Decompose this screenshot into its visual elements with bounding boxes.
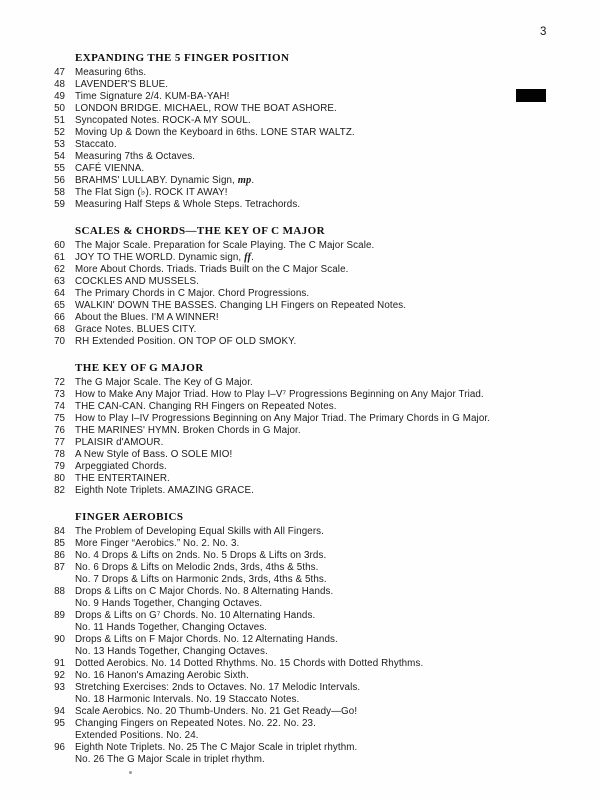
toc-row: [40, 538, 588, 550]
toc-page-ref: 65: [54, 300, 65, 311]
toc-page-ref: 66: [54, 312, 65, 323]
toc-entry-text: More About Chords. Triads. Triads Built on the C Major Scale.: [75, 264, 349, 275]
toc-row: [40, 550, 588, 562]
toc-row: [40, 389, 588, 401]
toc-row: [40, 401, 588, 413]
toc-entry-text: No. 4 Drops & Lifts on 2nds. No. 5 Drops & Lifts on 3rds.: [75, 550, 327, 561]
toc-page-ref: 80: [54, 473, 65, 484]
toc-entry-text: The Problem of Developing Equal Skills with All Fingers.: [75, 526, 325, 537]
toc-page-ref: 56: [54, 175, 65, 186]
toc-entry-text: Changing Fingers on Repeated Notes. No. 22. No. 23.: [75, 718, 316, 729]
toc-entry-text: Drops & Lifts on C Major Chords. No. 8 Alternating Hands.: [75, 586, 334, 597]
toc-page-ref: 74: [54, 401, 65, 412]
toc-entry-text: CAFÉ VIENNA.: [75, 163, 145, 174]
toc-row: [40, 336, 588, 348]
toc-page-ref: 48: [54, 79, 65, 90]
toc-row: [40, 312, 588, 324]
toc-row: [40, 670, 588, 682]
toc-page-ref: 47: [54, 67, 65, 78]
toc-row: [40, 252, 588, 264]
toc-entry-text: WALKIN' DOWN THE BASSES. Changing LH Fingers on Repeated Notes.: [75, 300, 407, 311]
toc-entry-text: THE ENTERTAINER.: [75, 473, 170, 484]
toc-row: [40, 413, 588, 425]
toc-entry-text: No. 7 Drops & Lifts on Harmonic 2nds, 3rds, 4ths & 5ths.: [75, 574, 327, 585]
toc-entry-text: No. 18 Harmonic Intervals. No. 19 Staccato Notes.: [75, 694, 300, 705]
toc-entry-text: Eighth Note Triplets. No. 25 The C Major Scale in triplet rhythm.: [75, 742, 358, 753]
toc-row: [40, 151, 588, 163]
toc-entry-text: No. 26 The G Major Scale in triplet rhythm.: [75, 754, 265, 765]
toc-page-ref: 54: [54, 151, 65, 162]
toc-row: [40, 187, 588, 199]
toc-entry-text: A New Style of Bass. O SOLE MIO!: [75, 449, 233, 460]
toc-entry-text: Measuring 7ths & Octaves.: [75, 151, 196, 162]
toc-row: [40, 622, 588, 634]
toc-row: [40, 658, 588, 670]
toc-row: [40, 288, 588, 300]
toc: [40, 52, 588, 766]
dynamic-sign: mp: [237, 175, 252, 186]
section-title: THE KEY OF G MAJOR: [75, 362, 204, 374]
toc-page-ref: 84: [54, 526, 65, 537]
toc-row: [40, 718, 588, 730]
section-title: FINGER AEROBICS: [75, 511, 184, 523]
toc-row: [40, 425, 588, 437]
toc-entry-text: Dotted Aerobics. No. 14 Dotted Rhythms. No. 15 Chords with Dotted Rhythms.: [75, 658, 424, 669]
toc-page-ref: 94: [54, 706, 65, 717]
toc-row: [40, 706, 588, 718]
toc-page-ref: 73: [54, 389, 65, 400]
ink-mark: [516, 89, 546, 102]
toc-row: [40, 586, 588, 598]
toc-page-ref: 72: [54, 377, 65, 388]
toc-row: [40, 276, 588, 288]
toc-entry-text: Staccato.: [75, 139, 117, 150]
toc-row: [40, 67, 588, 79]
toc-row: [40, 377, 588, 389]
toc-entry-text: BRAHMS' LULLABY. Dynamic Sign, mp.: [75, 175, 255, 186]
toc-page-ref: 59: [54, 199, 65, 210]
toc-entry-text: About the Blues. I'M A WINNER!: [75, 312, 219, 323]
toc-row: [40, 91, 588, 103]
toc-page-ref: 82: [54, 485, 65, 496]
toc-entry-text: Extended Positions. No. 24.: [75, 730, 199, 741]
toc-entry-text: No. 6 Drops & Lifts on Melodic 2nds, 3rds, 4ths & 5ths.: [75, 562, 319, 573]
toc-row: [40, 240, 588, 252]
toc-row: [40, 473, 588, 485]
toc-row: [40, 742, 588, 754]
toc-row: [40, 324, 588, 336]
toc-row: [40, 461, 588, 473]
toc-entry-text: Measuring Half Steps & Whole Steps. Tetrachords.: [75, 199, 301, 210]
toc-page-ref: 75: [54, 413, 65, 424]
toc-page-ref: 63: [54, 276, 65, 287]
toc-page-ref: 50: [54, 103, 65, 114]
toc-row: [40, 562, 588, 574]
toc-page-ref: 70: [54, 336, 65, 347]
toc-page-ref: 53: [54, 139, 65, 150]
toc-row: [40, 646, 588, 658]
toc-entry-text: No. 11 Hands Together, Changing Octaves.: [75, 622, 268, 633]
scan-speck-artifact: [129, 771, 132, 774]
toc-row: [40, 634, 588, 646]
toc-entry-text: Eighth Note Triplets. AMAZING GRACE.: [75, 485, 254, 496]
toc-row: [40, 79, 588, 91]
toc-entry-text: LAVENDER'S BLUE.: [75, 79, 169, 90]
toc-row: [40, 449, 588, 461]
toc-entry-text: Arpeggiated Chords.: [75, 461, 167, 472]
toc-page-ref: 77: [54, 437, 65, 448]
toc-page-ref: 87: [54, 562, 65, 573]
toc-page-ref: 95: [54, 718, 65, 729]
toc-entry-text: RH Extended Position. ON TOP OF OLD SMOKY.: [75, 336, 297, 347]
toc-row: [40, 610, 588, 622]
toc-entry-text: THE MARINES' HYMN. Broken Chords in G Major.: [75, 425, 301, 436]
toc-page-ref: 91: [54, 658, 65, 669]
toc-row: [40, 754, 588, 766]
toc-entry-text: The G Major Scale. The Key of G Major.: [75, 377, 253, 388]
page-number: 3: [540, 26, 547, 38]
toc-page-ref: 76: [54, 425, 65, 436]
toc-page-ref: 79: [54, 461, 65, 472]
toc-entry-text: No. 9 Hands Together, Changing Octaves.: [75, 598, 263, 609]
toc-row: [40, 199, 588, 211]
toc-entry-text: The Major Scale. Preparation for Scale Playing. The C Major Scale.: [75, 240, 375, 251]
toc-page-ref: 92: [54, 670, 65, 681]
toc-page-ref: 88: [54, 586, 65, 597]
toc-row: [40, 574, 588, 586]
toc-page-ref: 90: [54, 634, 65, 645]
toc-page-ref: 86: [54, 550, 65, 561]
toc-page-ref: 62: [54, 264, 65, 275]
toc-row: [40, 103, 588, 115]
toc-entry-text: PLAISIR d'AMOUR.: [75, 437, 164, 448]
toc-row: [40, 139, 588, 151]
toc-page-ref: 61: [54, 252, 65, 263]
toc-row: [40, 485, 588, 497]
section-title: SCALES & CHORDS—THE KEY OF C MAJOR: [75, 225, 325, 237]
toc-page-ref: 51: [54, 115, 65, 126]
toc-entry-text: Drops & Lifts on G⁷ Chords. No. 10 Alternating Hands.: [75, 610, 316, 621]
toc-page-ref: 60: [54, 240, 65, 251]
toc-page-ref: 78: [54, 449, 65, 460]
toc-entry-text: Stretching Exercises: 2nds to Octaves. No. 17 Melodic Intervals.: [75, 682, 361, 693]
toc-page-ref: 89: [54, 610, 65, 621]
toc-row: [40, 127, 588, 139]
toc-entry-text: How to Make Any Major Triad. How to Play I–V⁷ Progressions Beginning on Any Major Triad.: [75, 389, 484, 400]
dynamic-sign: ff: [244, 252, 252, 263]
toc-page-ref: 68: [54, 324, 65, 335]
toc-entry-text: How to Play I–IV Progressions Beginning on Any Major Triad. The Primary Chords in G Major.: [75, 413, 491, 424]
toc-page-ref: 49: [54, 91, 65, 102]
toc-page-ref: 55: [54, 163, 65, 174]
toc-row: [40, 163, 588, 175]
toc-entry-text: LONDON BRIDGE. MICHAEL, ROW THE BOAT ASHORE.: [75, 103, 337, 114]
toc-row: [40, 598, 588, 610]
toc-entry-text: THE CAN-CAN. Changing RH Fingers on Repeated Notes.: [75, 401, 337, 412]
toc-page-ref: 52: [54, 127, 65, 138]
toc-page-ref: 93: [54, 682, 65, 693]
toc-row: [40, 300, 588, 312]
toc-entry-text: Syncopated Notes. ROCK-A MY SOUL.: [75, 115, 251, 126]
toc-page-ref: 64: [54, 288, 65, 299]
toc-entry-text: No. 13 Hands Together, Changing Octaves.: [75, 646, 268, 657]
toc-entry-text: Measuring 6ths.: [75, 67, 147, 78]
toc-row: [40, 526, 588, 538]
toc-entry-text: Time Signature 2/4. KUM-BA-YAH!: [75, 91, 230, 102]
toc-entry-text: The Primary Chords in C Major. Chord Progressions.: [75, 288, 310, 299]
toc-entry-text: Drops & Lifts on F Major Chords. No. 12 Alternating Hands.: [75, 634, 338, 645]
toc-row: [40, 175, 588, 187]
toc-page-ref: 85: [54, 538, 65, 549]
toc-entry-text: Moving Up & Down the Keyboard in 6ths. LONE STAR WALTZ.: [75, 127, 355, 138]
toc-page-ref: 96: [54, 742, 65, 753]
toc-entry-text: More Finger “Aerobics.” No. 2. No. 3.: [75, 538, 240, 549]
toc-entry-text: Grace Notes. BLUES CITY.: [75, 324, 197, 335]
section-title: EXPANDING THE 5 FINGER POSITION: [75, 52, 290, 64]
toc-entry-text: JOY TO THE WORLD. Dynamic sign, ff.: [75, 252, 254, 263]
toc-row: [40, 115, 588, 127]
toc-row: [40, 730, 588, 742]
toc-entry-text: Scale Aerobics. No. 20 Thumb-Unders. No. 21 Get Ready—Go!: [75, 706, 358, 717]
toc-page-ref: 58: [54, 187, 65, 198]
toc-row: [40, 694, 588, 706]
toc-entry-text: COCKLES AND MUSSELS.: [75, 276, 199, 287]
toc-row: [40, 682, 588, 694]
toc-row: [40, 264, 588, 276]
toc-entry-text: The Flat Sign (♭). ROCK IT AWAY!: [75, 187, 228, 198]
toc-row: [40, 437, 588, 449]
toc-entry-text: No. 16 Hanon's Amazing Aerobic Sixth.: [75, 670, 249, 681]
